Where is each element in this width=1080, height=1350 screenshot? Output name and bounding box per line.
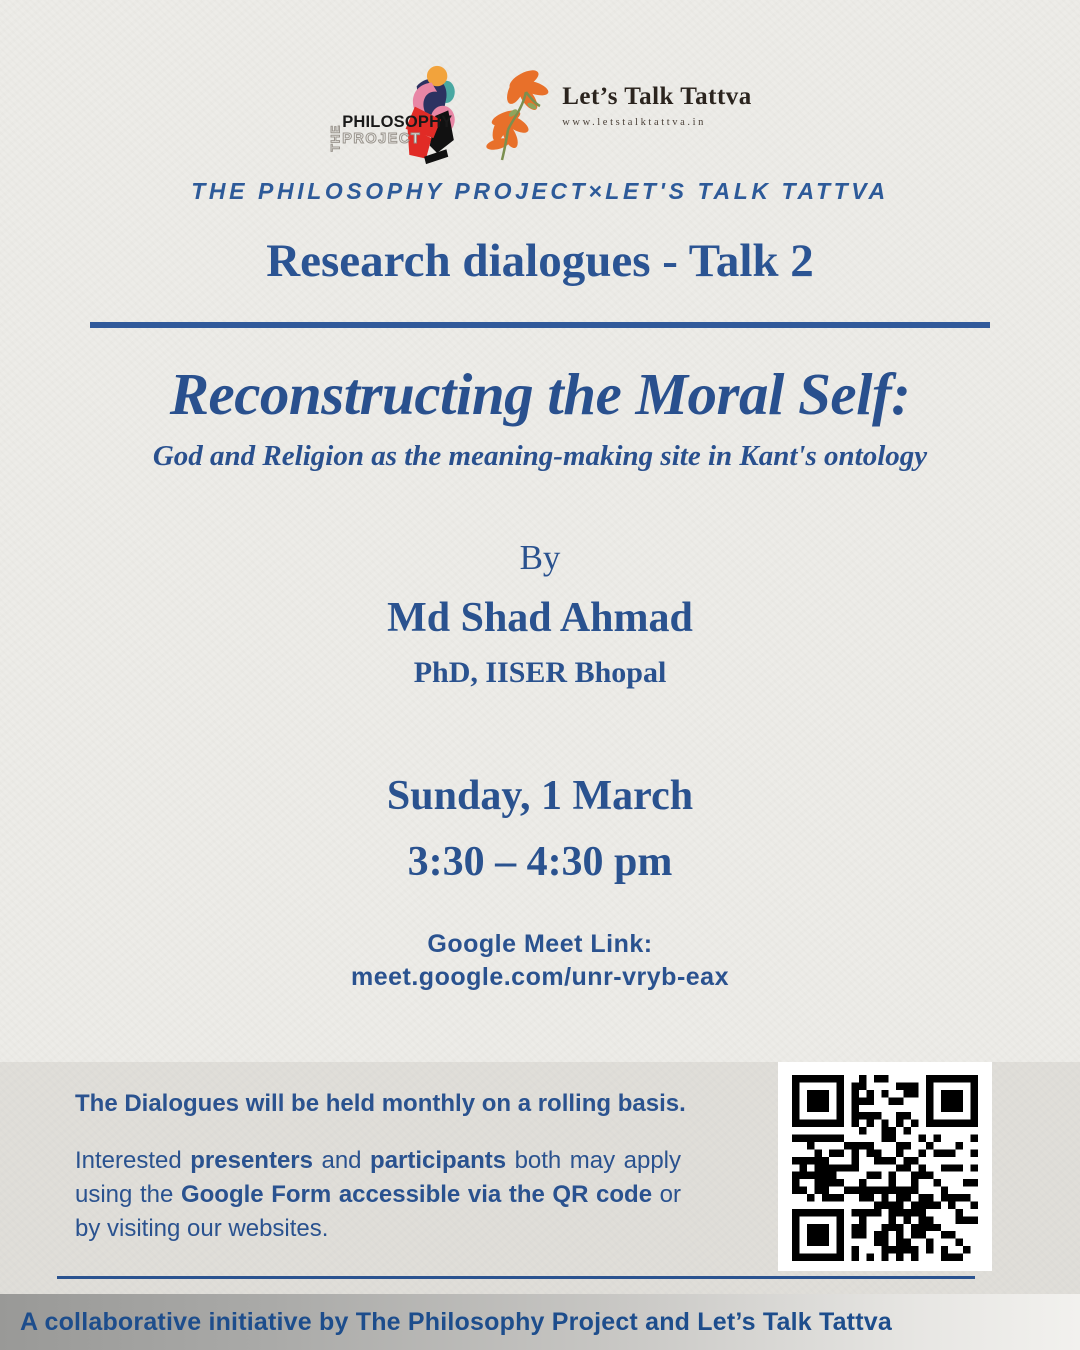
pp-the-label: THE (328, 124, 343, 152)
footer-credit: A collaborative initiative by The Philosophy Project and Let’s Talk Tattva (20, 1307, 892, 1336)
collaboration-line: THE PHILOSOPHY PROJECT×LET'S TALK TATTVA (191, 178, 889, 204)
logo-row (0, 60, 1080, 170)
qr-code (778, 1062, 992, 1271)
speaker-affiliation: PhD, IISER Bhopal (413, 656, 667, 689)
event-date: Sunday, 1 March (386, 773, 694, 819)
meet-link-url: meet.google.com/unr-vryb-eax (351, 963, 729, 991)
philosophy-project-wordmark (328, 113, 453, 152)
footer-rule (57, 1276, 975, 1279)
info-paragraph (75, 1144, 681, 1246)
pp-project-label: PROJECT (342, 130, 422, 147)
talk-title: Reconstructing the Moral Self: (169, 361, 911, 427)
divider-rule (90, 322, 990, 328)
info-line1: The Dialogues will be held monthly on a rolling basis. (75, 1090, 686, 1117)
para-text: or by visiting our websites. (75, 1181, 682, 1242)
footer-bar (0, 1294, 1080, 1350)
pp-philosophy-label: PHILOSOPHY (342, 113, 453, 131)
meet-link-label: Google Meet Link: (427, 930, 653, 958)
talk-subtitle: God and Religion as the meaning-making site in Kant's ontology (152, 440, 928, 472)
flower-icon (486, 66, 552, 164)
ltt-name-label: Let’s Talk Tattva (562, 82, 752, 110)
para-bold-presenters: presenters (190, 1147, 313, 1174)
para-text: both may apply using the (75, 1147, 681, 1208)
series-title: Research dialogues - Talk 2 (266, 235, 814, 287)
lets-talk-tattva-logo (486, 62, 752, 168)
info-band (0, 1062, 1080, 1294)
by-label: By (519, 538, 561, 577)
para-bold-google-form: Google Form accessible via the QR code (180, 1181, 653, 1208)
para-bold-participants: participants (370, 1147, 507, 1174)
ltt-url-label: www.letstalktattva.in (562, 116, 706, 128)
para-text: Interested (75, 1147, 191, 1174)
lets-talk-tattva-wordmark (562, 83, 752, 148)
philosophy-project-logo (328, 62, 460, 168)
event-time: 3:30 – 4:30 pm (407, 839, 673, 885)
para-text: and (312, 1147, 371, 1174)
speaker-name: Md Shad Ahmad (387, 595, 693, 641)
